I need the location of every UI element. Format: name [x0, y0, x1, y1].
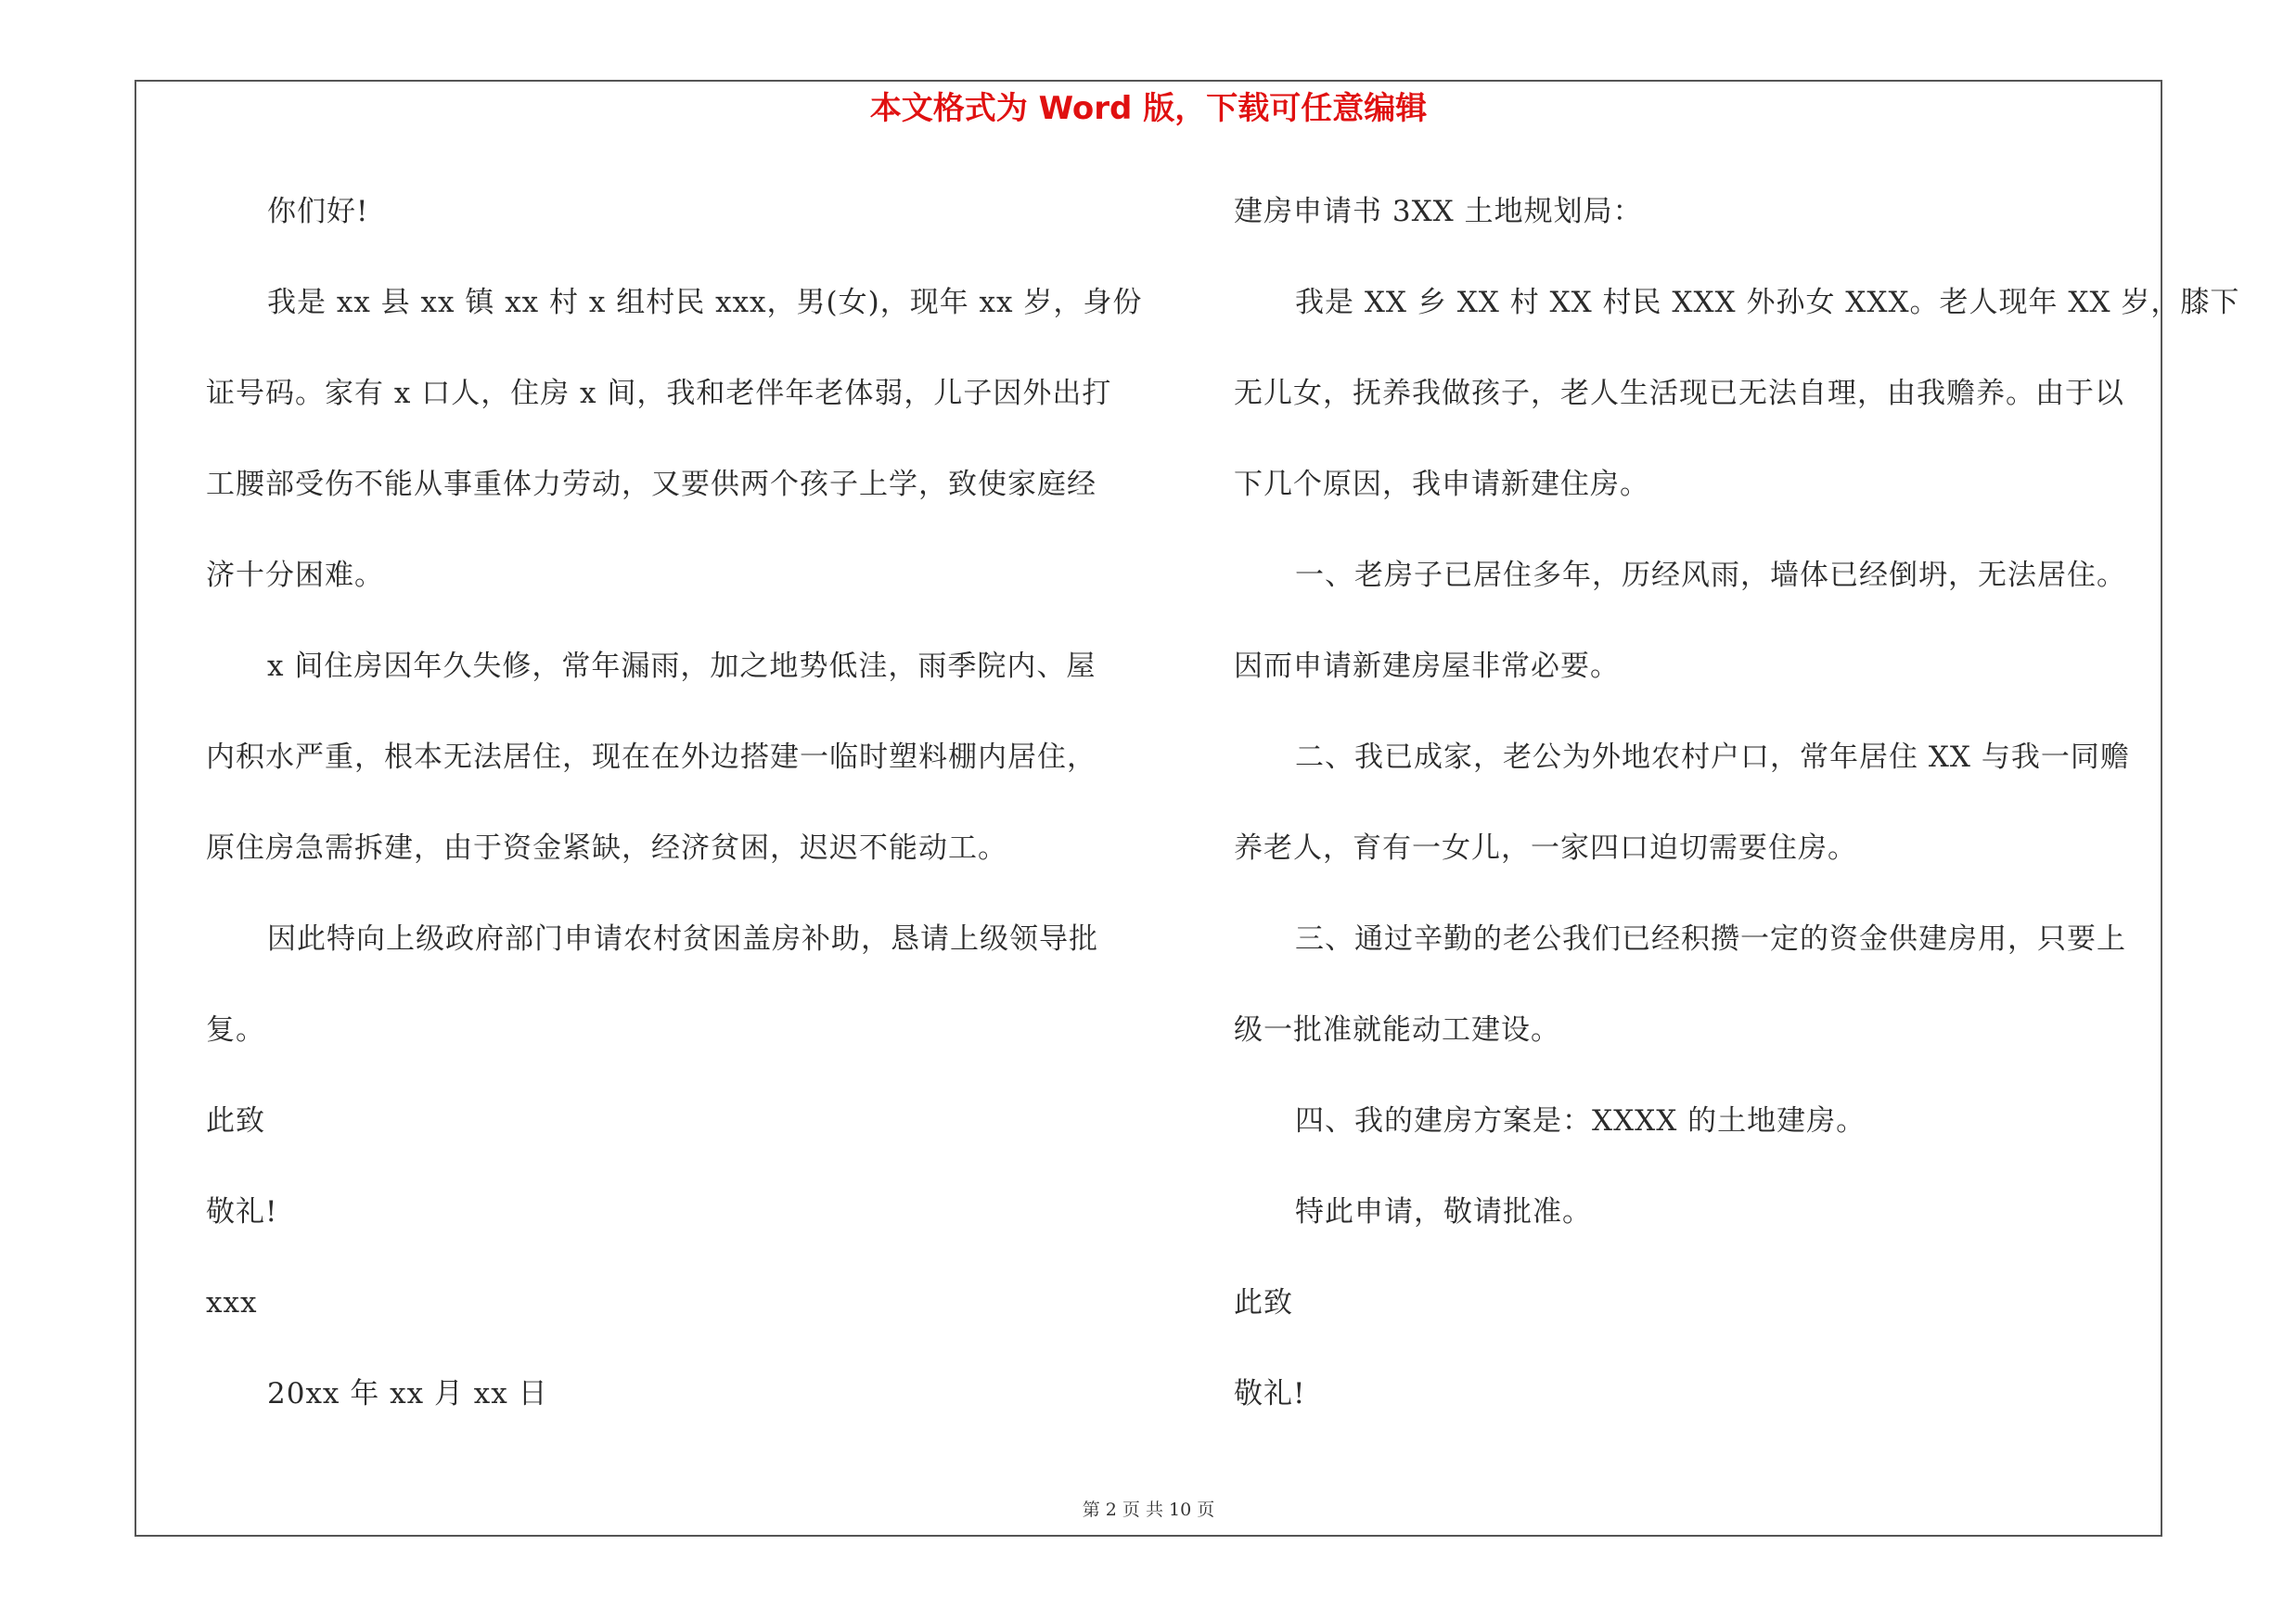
text-line: 特此申请，敬请批准。	[1295, 1195, 1592, 1229]
text-line: 济十分困难。	[206, 559, 384, 592]
text-line: 养老人，育有一女儿，一家四口迫切需要住房。	[1234, 831, 1857, 865]
text-line: 二、我已成家，老公为外地农村户口，常年居住 XX 与我一同赡	[1295, 741, 2130, 774]
text-line: 无儿女，抚养我做孩子，老人生活现已无法自理，由我赡养。由于以	[1234, 377, 2124, 410]
text-line: 你们好!	[267, 195, 369, 228]
right-column	[1234, 181, 2240, 1454]
text-line: 因此特向上级政府部门申请农村贫困盖房补助，恳请上级领导批	[267, 922, 1098, 956]
text-line: 原住房急需拆建，由于资金紧缺，经济贫困，迟迟不能动工。	[206, 831, 1007, 865]
text-line: x 间住房因年久失修，常年漏雨，加之地势低洼，雨季院内、屋	[267, 650, 1097, 683]
text-line: 敬礼!	[206, 1195, 278, 1229]
text-line: 此致	[1234, 1286, 1293, 1320]
text-line: 一、老房子已居住多年，历经风雨，墙体已经倒坍，无法居住。	[1295, 559, 2126, 592]
text-line: 工腰部受伤不能从事重体力劳动，又要供两个孩子上学，致使家庭经	[206, 468, 1097, 501]
text-line: 四、我的建房方案是：XXXX 的土地建房。	[1295, 1104, 1866, 1138]
text-line: 因而申请新建房屋非常必要。	[1234, 650, 1620, 683]
text-line: 下几个原因，我申请新建住房。	[1234, 468, 1649, 501]
text-line: 级一批准就能动工建设。	[1234, 1013, 1560, 1047]
text-line: 三、通过辛勤的老公我们已经积攒一定的资金供建房用，只要上	[1295, 922, 2126, 956]
text-line: 内积水严重，根本无法居住，现在在外边搭建一临时塑料棚内居住，	[206, 741, 1097, 774]
text-line: 我是 xx 县 xx 镇 xx 村 x 组村民 xxx，男(女)，现年 xx 岁，身份	[267, 286, 1143, 319]
left-column	[206, 181, 1143, 1454]
text-line: xxx	[206, 1286, 258, 1320]
text-line: 此致	[206, 1104, 265, 1138]
text-line: 复。	[206, 1013, 265, 1047]
text-line: 敬礼!	[1234, 1377, 1306, 1410]
text-line: 20xx 年 xx 月 xx 日	[267, 1377, 548, 1410]
header-banner: 本文格式为 Word 版，下载可任意编辑	[869, 90, 1428, 127]
page-footer: 第 2 页 共 10 页	[1082, 1500, 1215, 1520]
text-line: 证号码。家有 x 口人，住房 x 间，我和老伴年老体弱，儿子因外出打	[206, 377, 1112, 410]
text-line: 我是 XX 乡 XX 村 XX 村民 XXX 外孙女 XXX。老人现年 XX 岁，膝下	[1295, 286, 2240, 319]
text-line: 建房申请书 3XX 土地规划局：	[1234, 195, 1643, 228]
